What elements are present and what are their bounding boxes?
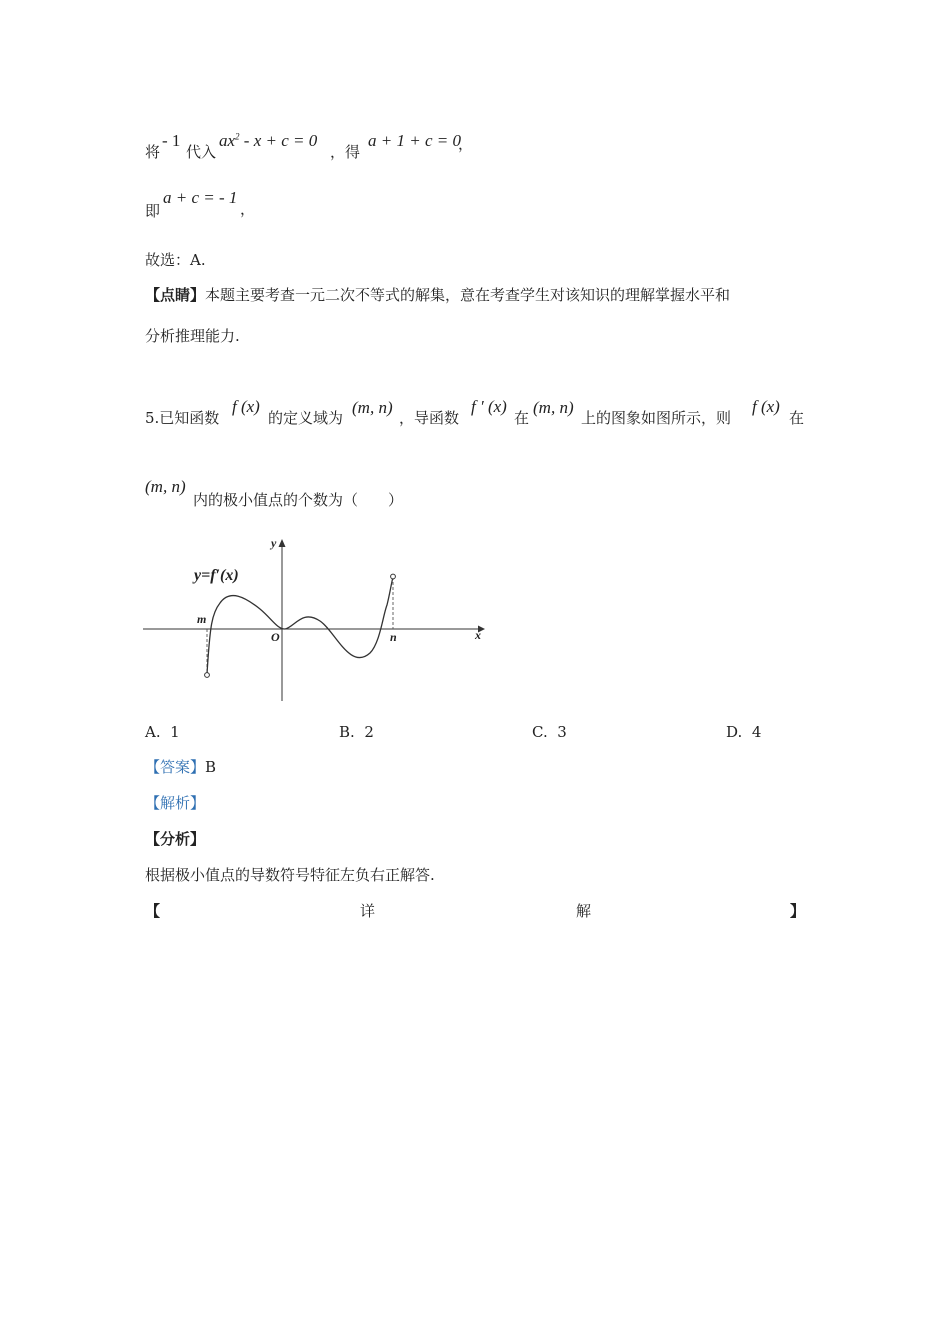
choice-line: 故选：A. — [145, 251, 206, 269]
y-axis-label: y — [271, 536, 277, 550]
math-expr: (m, n) — [145, 477, 186, 496]
math-expr: (m, n) — [533, 398, 574, 417]
text: 上的图象如图所示，则 — [581, 409, 732, 427]
answer-line — [145, 757, 216, 777]
open-endpoint-n — [391, 574, 396, 579]
math-expr: f (x) — [752, 397, 780, 416]
curve — [207, 577, 393, 674]
question-prefix: 5.已知函数 — [145, 409, 220, 427]
option-c: C. 3 — [532, 723, 567, 741]
origin-label: O — [271, 630, 280, 644]
derivative-graph — [140, 535, 490, 705]
option-a: A. 1 — [145, 723, 180, 741]
dianjing-line-2: 分析推理能力. — [145, 327, 240, 345]
fenxi-text: 根据极小值点的导数符号特征左负右正解答. — [145, 866, 435, 884]
xiangjie-close: 】 — [790, 902, 806, 920]
option-b: B. 2 — [339, 723, 374, 741]
math-expr: (m, n) — [352, 398, 393, 417]
text: 的定义域为 — [268, 409, 344, 427]
text: ，得 — [330, 143, 361, 161]
text: ，导函数 — [399, 409, 460, 427]
dianjing-tag: 【点睛】 — [145, 286, 206, 304]
xiangjie-char-2: 解 — [576, 902, 592, 920]
math-expr: $ax^2 - x + c = 0$ — [219, 131, 318, 150]
text: ， — [240, 200, 256, 218]
text: 在 — [789, 409, 805, 427]
text: 即 — [145, 202, 161, 220]
text: 在 — [514, 409, 530, 427]
open-endpoint-m — [205, 673, 210, 678]
math-expr: a + 1 + c = 0 — [368, 131, 461, 150]
dianjing-text: 本题主要考查一元二次不等式的解集，意在考查学生对该知识的理解掌握水平和 — [205, 286, 731, 304]
m-label: m — [197, 612, 207, 626]
y-axis-arrow — [279, 539, 286, 547]
dianjing-line — [145, 285, 730, 305]
xiangjie-char-1: 详 — [360, 902, 376, 920]
answer-value: B — [205, 758, 217, 776]
jiexi-tag: 【解析】 — [145, 794, 206, 812]
text: 内的极小值点的个数为（ ） — [193, 491, 404, 509]
answer-tag: 【答案】 — [145, 758, 206, 776]
math-expr: f (x) — [232, 397, 260, 416]
text: ， — [458, 135, 474, 153]
math-expr: f ′ (x) — [471, 397, 507, 416]
math-expr: - 1 — [162, 131, 181, 150]
xiangjie-open: 【 — [145, 902, 161, 920]
option-d: D. 4 — [726, 723, 762, 741]
text: 将 — [145, 143, 161, 161]
x-axis-label: x — [475, 628, 481, 642]
n-label: n — [390, 630, 397, 644]
math-expr: a + c = - 1 — [163, 188, 238, 207]
text: 代入 — [186, 143, 217, 161]
curve-label: y=f′(x) — [194, 567, 239, 584]
fenxi-tag: 【分析】 — [145, 830, 206, 848]
